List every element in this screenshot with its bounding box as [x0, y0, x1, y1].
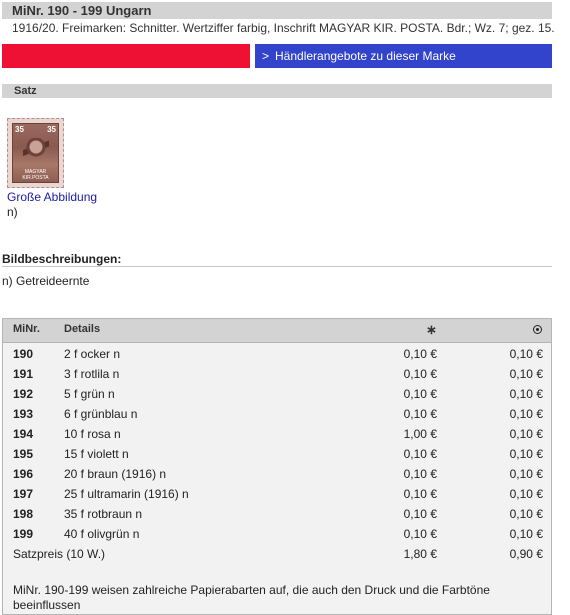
row-details: 5 f grün n: [64, 387, 115, 401]
stamp-value-left: 35: [15, 125, 24, 134]
section-header: [2, 84, 552, 98]
row-nr: 195: [13, 447, 34, 461]
row-used-price: 0,10 €: [509, 467, 543, 481]
row-details: 6 f grünblau n: [64, 407, 138, 421]
row-nr: 196: [13, 467, 34, 481]
row-mint-price: 0,10 €: [403, 487, 437, 501]
row-mint-price: 0,10 €: [403, 407, 437, 421]
stamp-caption: MAGYAR KIR.POSTA: [22, 169, 49, 181]
row-used-price: 0,10 €: [509, 527, 543, 541]
row-used-price: 0,10 €: [509, 387, 543, 401]
dealer-offers-button[interactable]: [255, 44, 552, 68]
table-row[interactable]: [3, 444, 551, 464]
row-mint-price: 0,10 €: [403, 527, 437, 541]
row-details: 2 f ocker n: [64, 347, 121, 361]
row-used-price: 0,10 €: [509, 367, 543, 381]
row-mint-price: 0,10 €: [403, 347, 437, 361]
row-nr: 192: [13, 387, 34, 401]
row-nr: 199: [13, 527, 34, 541]
descriptions-heading: Bildbeschreibungen:: [2, 252, 552, 267]
row-details: 3 f rotlila n: [64, 367, 120, 381]
table-note: MiNr. 190-199 weisen zahlreiche Papierabarten auf, die auch den Druck und die Farbtöne beeinflussen: [13, 583, 490, 612]
row-mint-price: 0,10 €: [403, 367, 437, 381]
row-details: 40 f olivgrün n: [64, 527, 140, 541]
title-bar: [2, 2, 552, 19]
row-mint-price: 0,10 €: [403, 507, 437, 521]
table-row[interactable]: [3, 404, 551, 424]
table-row[interactable]: [3, 424, 551, 444]
set-price-mint: 1,80 €: [403, 547, 437, 561]
table-row[interactable]: [3, 364, 551, 384]
set-price-used: 0,90 €: [509, 547, 543, 561]
stamp-image[interactable]: [7, 118, 64, 188]
used-icon: [533, 325, 542, 334]
large-image-link[interactable]: Große Abbildung: [7, 190, 98, 204]
row-details: 15 f violett n: [64, 447, 129, 461]
mint-icon: ∗: [426, 322, 437, 337]
row-nr: 194: [13, 427, 34, 441]
page-title: MiNr. 190 - 199 Ungarn: [12, 3, 152, 18]
row-mint-price: 0,10 €: [403, 387, 437, 401]
row-details: 10 f rosa n: [64, 427, 121, 441]
stamp-label: n): [7, 205, 18, 219]
row-used-price: 0,10 €: [509, 407, 543, 421]
dealer-offers-label: Händlerangebote zu dieser Marke: [275, 49, 456, 63]
row-details: 35 f rotbraun n: [64, 507, 143, 521]
column-details: Details: [64, 323, 101, 335]
row-nr: 191: [13, 367, 34, 381]
row-nr: 193: [13, 407, 34, 421]
row-nr: 197: [13, 487, 34, 501]
stamp-value-right: 35: [47, 125, 56, 134]
row-details: 20 f braun (1916) n: [64, 467, 167, 481]
table-row[interactable]: [3, 344, 551, 364]
page-subtitle: 1916/20. Freimarken: Schnitter. Wertziffer farbig, Inschrift MAGYAR KIR. POSTA. Bdr.; Wz. 7; gez. 15.: [12, 21, 555, 35]
table-header: [3, 319, 551, 343]
table-row[interactable]: [3, 464, 551, 484]
row-details: 25 f ultramarin (1916) n: [64, 487, 189, 501]
table-row[interactable]: [3, 384, 551, 404]
column-minr: MiNr.: [13, 323, 40, 335]
description-item: n) Getreideernte: [2, 274, 90, 288]
arrow-icon: >: [262, 49, 270, 63]
section-title: Satz: [14, 85, 37, 97]
set-price-row: [3, 544, 551, 564]
table-row[interactable]: [3, 484, 551, 504]
row-used-price: 0,10 €: [509, 487, 543, 501]
price-table: [2, 318, 552, 615]
row-used-price: 0,10 €: [509, 347, 543, 361]
row-used-price: 0,10 €: [509, 447, 543, 461]
row-mint-price: 0,10 €: [403, 467, 437, 481]
red-banner: [2, 44, 250, 68]
row-mint-price: 0,10 €: [403, 447, 437, 461]
row-nr: 198: [13, 507, 34, 521]
row-used-price: 0,10 €: [509, 507, 543, 521]
reaper-figure: [23, 138, 49, 168]
row-nr: 190: [13, 347, 34, 361]
row-used-price: 0,10 €: [509, 427, 543, 441]
table-row[interactable]: [3, 504, 551, 524]
set-price-label: Satzpreis (10 W.): [13, 547, 106, 561]
table-row[interactable]: [3, 524, 551, 544]
row-mint-price: 1,00 €: [403, 427, 437, 441]
